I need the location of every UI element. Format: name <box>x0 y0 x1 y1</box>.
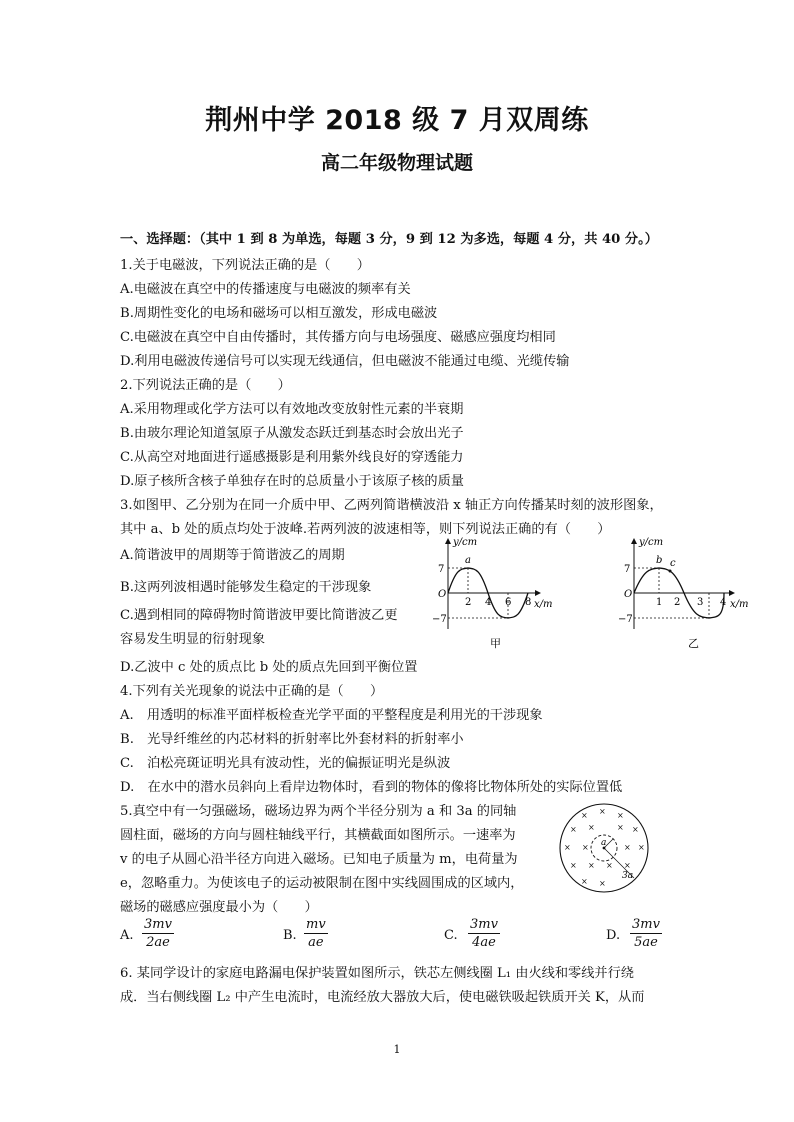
point-a-label: a <box>465 555 471 566</box>
q1-option-d: D.利用电磁波传递信号可以实现无线通信，但电磁波不能通过电缆、光缆传输 <box>120 354 570 369</box>
y-tick-pos: 7 <box>624 564 631 575</box>
origin-label: O <box>624 589 633 600</box>
x-tick: 2 <box>465 597 472 608</box>
svg-text:×: × <box>570 825 577 834</box>
page-subtitle: 高二年级物理试题 <box>320 152 473 174</box>
origin-label: O <box>438 589 447 600</box>
svg-text:×: × <box>638 843 645 852</box>
q5-option-c-fraction: $\frac{3mv}{4ae}$ <box>470 917 498 950</box>
svg-text:×: × <box>588 861 595 870</box>
q1-option-b: B.周期性变化的电场和磁场可以相互激发，形成电磁波 <box>120 306 438 321</box>
point-c-label: c <box>670 558 676 569</box>
q5-stem-line5: 磁场的磁感应强度最小为（ ） <box>120 900 318 915</box>
wave-figure-yi <box>612 533 772 651</box>
inner-radius-label: a <box>601 838 607 848</box>
q5-stem-line4: e，忽略重力。为使该电子的运动被限制在图中实线圆围成的区域内， <box>120 876 524 891</box>
q5-option-d-fraction: $\frac{3mv}{5ae}$ <box>632 917 660 950</box>
x-axis-label: x/m <box>730 599 749 610</box>
q2-stem: 2.下列说法正确的是（ ） <box>120 378 291 393</box>
section-heading: 一、选择题：（其中 1 到 8 为单选，每题 3 分，9 到 12 为多选，每题 4 分，共 40 分。） <box>120 232 658 247</box>
q1-option-c: C.电磁波在真空中自由传播时，其传播方向与电场强度、磁感应强度均相同 <box>120 330 556 345</box>
q4-stem: 4.下列有关光现象的说法中正确的是（ ） <box>120 684 384 699</box>
svg-text:×: × <box>599 807 606 816</box>
x-tick: 2 <box>674 597 681 608</box>
svg-text:×: × <box>582 843 589 852</box>
svg-text:×: × <box>570 861 577 870</box>
q2-option-c: C.从高空对地面进行遥感摄影是利用紫外线良好的穿透能力 <box>120 450 464 465</box>
svg-text:×: × <box>606 861 613 870</box>
q3-option-b: B.这两列波相遇时能够发生稳定的干涉现象 <box>120 580 372 595</box>
svg-text:×: × <box>564 843 571 852</box>
y-axis-label: y/cm <box>453 537 478 548</box>
svg-text:×: × <box>632 825 639 834</box>
svg-text:×: × <box>624 843 631 852</box>
q3-stem-line1: 3.如图甲、乙分别为在同一介质中甲、乙两列简谐横波沿 x 轴正方向传播某时刻的波形图象， <box>120 498 663 513</box>
x-tick: 1 <box>656 597 663 608</box>
y-tick-neg: −7 <box>432 614 447 625</box>
q5-stem-line1: 5.真空中有一匀强磁场，磁场边界为两个半径分别为 a 和 3a 的同轴 <box>120 804 517 819</box>
magnetic-field-figure <box>554 800 654 896</box>
point-c <box>669 570 672 573</box>
x-tick: 3 <box>697 597 704 608</box>
q1-stem: 1.关于电磁波，下列说法正确的是（ ） <box>120 258 370 273</box>
wave-figure-jia <box>428 533 568 651</box>
x-tick: 4 <box>485 597 492 608</box>
q6-stem-line2: 成．当右侧线圈 L₂ 中产生电流时，电流经放大器放大后，使电磁铁吸起铁质开关 K，从而 <box>120 990 645 1005</box>
y-tick-neg: −7 <box>618 614 633 625</box>
q3-option-a: A.简谐波甲的周期等于简谐波乙的周期 <box>120 548 345 563</box>
x-axis-label: x/m <box>534 599 553 610</box>
svg-text:×: × <box>588 823 595 832</box>
q3-option-c-line1: C.遇到相同的障碍物时简谐波甲要比简谐波乙更 <box>120 608 398 623</box>
y-tick-pos: 7 <box>438 564 445 575</box>
q6-stem-line1: 6. 某同学设计的家庭电路漏电保护装置如图所示，铁芯左侧线圈 L₁ 由火线和零线并行绕 <box>120 966 634 981</box>
svg-text:×: × <box>581 811 588 820</box>
q4-option-d: D. 在水中的潜水员斜向上看岸边物体时，看到的物体的像将比物体所处的实际位置低 <box>120 780 623 795</box>
q4-option-c: C. 泊松亮斑证明光具有波动性，光的偏振证明光是纵波 <box>120 756 451 771</box>
svg-text:×: × <box>617 823 624 832</box>
page-number: 1 <box>393 1043 401 1056</box>
svg-text:×: × <box>599 879 606 888</box>
x-tick: 4 <box>720 597 727 608</box>
svg-text:×: × <box>581 877 588 886</box>
svg-text:×: × <box>617 811 624 820</box>
svg-text:×: × <box>624 861 631 870</box>
x-tick: 6 <box>505 597 512 608</box>
q5-option-a-fraction: $\frac{3mv}{2ae}$ <box>144 917 172 950</box>
page-title: 荆州中学 2018 级 7 月双周练 <box>205 105 589 136</box>
q5-option-d-label: D. <box>606 928 621 943</box>
q4-option-a: A. 用透明的标准平面样板检查光学平面的平整程度是利用光的干涉现象 <box>120 708 543 723</box>
q2-option-b: B.由玻尔理论知道氢原子从激发态跃迁到基态时会放出光子 <box>120 426 464 441</box>
q1-option-a: A.电磁波在真空中的传播速度与电磁波的频率有关 <box>120 282 411 297</box>
point-b-label: b <box>656 555 663 566</box>
y-axis-label: y/cm <box>639 537 664 548</box>
q5-option-b-label: B. <box>283 928 297 943</box>
figure-caption-jia: 甲 <box>490 637 501 650</box>
figure-caption-yi: 乙 <box>688 637 699 650</box>
outer-radius-label: 3a <box>622 871 634 881</box>
q4-option-b: B. 光导纤维丝的内芯材料的折射率比外套材料的折射率小 <box>120 732 464 747</box>
q5-option-c-label: C. <box>444 928 458 943</box>
x-tick: 8 <box>525 597 532 608</box>
q5-stem-line3: v 的电子从圆心沿半径方向进入磁场。已知电子质量为 m，电荷量为 <box>120 852 518 867</box>
q2-option-a: A.采用物理或化学方法可以有效地改变放射性元素的半衰期 <box>120 402 464 417</box>
q3-option-c-line2: 容易发生明显的衍射现象 <box>120 632 266 647</box>
q3-stem-line2: 其中 a、b 处的质点均处于波峰.若两列波的波速相等，则下列说法正确的有（ ） <box>120 522 611 537</box>
q2-option-d: D.原子核所含核子单独存在时的总质量小于该原子核的质量 <box>120 474 464 489</box>
q5-stem-line2: 圆柱面，磁场的方向与圆柱轴线平行，其横截面如图所示。一速率为 <box>120 828 516 843</box>
q5-option-a-label: A. <box>120 928 134 943</box>
q3-option-d: D.乙波中 c 处的质点比 b 处的质点先回到平衡位置 <box>120 660 418 675</box>
q5-option-b-fraction: $\frac{mv}{ae}$ <box>306 917 326 950</box>
